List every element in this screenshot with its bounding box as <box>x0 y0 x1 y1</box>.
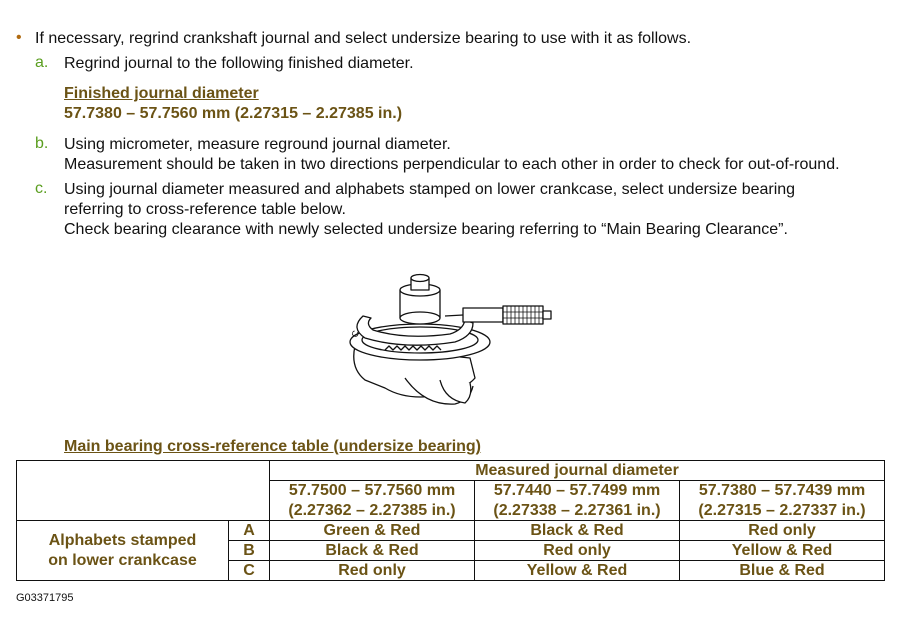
table-caption: Main bearing cross-reference table (undersize bearing) <box>64 438 482 455</box>
spec-value: 57.7380 – 57.7560 mm (2.27315 – 2.27385 in.) <box>64 105 403 122</box>
cell-a-3: Red only <box>680 521 885 541</box>
item-c-line-1: Using journal diameter measured and alphabets stamped on lower crankcase, select undersize bearing <box>64 181 796 198</box>
item-a-text: Regrind journal to the following finished diameter. <box>64 55 414 72</box>
column-header-2-mm: 57.7440 – 57.7499 mm <box>475 481 680 501</box>
cell-a-2: Black & Red <box>475 521 680 541</box>
table-corner-cell <box>17 461 270 521</box>
item-a-marker: a. <box>35 54 49 71</box>
figure-code: G03371795 <box>16 592 74 604</box>
cell-b-3: Yellow & Red <box>680 541 885 561</box>
column-header-3-mm: 57.7380 – 57.7439 mm <box>680 481 885 501</box>
item-c-line-2: referring to cross-reference table below. <box>64 201 346 218</box>
cross-reference-table <box>16 460 885 581</box>
item-b-line-1: Using micrometer, measure reground journal diameter. <box>64 136 451 153</box>
cell-c-3: Blue & Red <box>680 561 885 581</box>
cell-b-1: Black & Red <box>270 541 475 561</box>
item-b-marker: b. <box>35 135 49 152</box>
row-header-line-1: Alphabets stamped <box>48 531 197 549</box>
column-header-1-in: (2.27362 – 2.27385 in.) <box>270 501 475 521</box>
cell-c-2: Yellow & Red <box>475 561 680 581</box>
item-c-marker: c. <box>35 180 48 197</box>
row-letter-c: C <box>229 561 270 581</box>
row-letter-a: A <box>229 521 270 541</box>
illustration-label-c: C <box>349 329 362 339</box>
row-letter-b: B <box>229 541 270 561</box>
column-header-2-in: (2.27338 – 2.27361 in.) <box>475 501 680 521</box>
spec-title: Finished journal diameter <box>64 85 259 102</box>
table-header-measured: Measured journal diameter <box>270 461 885 481</box>
cell-a-1: Green & Red <box>270 521 475 541</box>
row-header-alphabets <box>17 521 229 581</box>
item-b-line-2: Measurement should be taken in two directions perpendicular to each other in order to check for out-of-round. <box>64 156 840 173</box>
step-bullet: • <box>16 29 22 46</box>
item-c-line-3: Check bearing clearance with newly selected undersize bearing referring to “Main Bearing Clearance”. <box>64 221 788 238</box>
column-header-3-in: (2.27315 – 2.27337 in.) <box>680 501 885 521</box>
step-text: If necessary, regrind crankshaft journal and select undersize bearing to use with it as follows. <box>35 30 692 47</box>
cell-b-2: Red only <box>475 541 680 561</box>
column-header-1-mm: 57.7500 – 57.7560 mm <box>270 481 475 501</box>
row-header-line-2: on lower crankcase <box>48 551 197 569</box>
cell-c-1: Red only <box>270 561 475 581</box>
micrometer-illustration-icon <box>345 268 560 408</box>
